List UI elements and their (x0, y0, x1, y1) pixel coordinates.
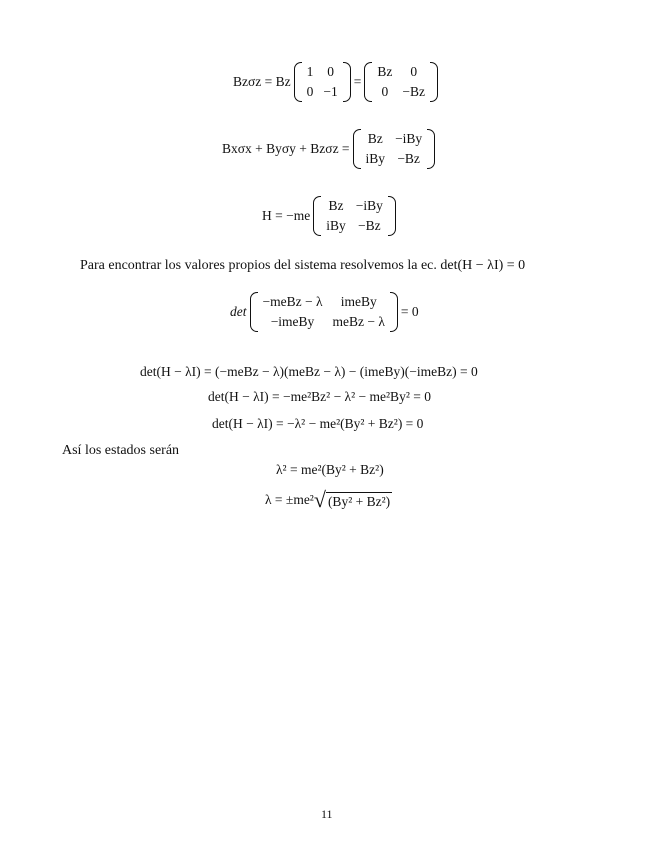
cell: Bz (377, 64, 393, 79)
page-number: 11 (321, 807, 333, 821)
cell: 0 (306, 84, 314, 99)
cell: meBz − λ (332, 314, 385, 329)
sqrt: √ (By² + Bz²) (313, 487, 391, 512)
equation-3 (262, 196, 399, 236)
equation-1 (233, 62, 441, 102)
eq2-lhs: Bxσx + Byσy + Bzσz = (222, 141, 350, 156)
eq4-rhs: = 0 (400, 304, 419, 319)
cell: imeBy (340, 294, 377, 309)
eq2-matrix (353, 129, 436, 169)
equation-2 (222, 129, 438, 169)
cell: 1 (306, 64, 314, 79)
equation-7: det(H − λI) = −λ² − me²(By² + Bz²) = 0 (212, 416, 424, 431)
cell: −Bz (397, 151, 420, 166)
eq4-matrix (250, 292, 398, 332)
cell: −Bz (402, 84, 426, 99)
cell: Bz (328, 198, 344, 213)
eq1-matrix-a (294, 62, 351, 102)
cell: −imeBy (270, 314, 315, 329)
paragraph-states: Así los estados serán (62, 443, 180, 458)
equation-4 (230, 292, 419, 332)
equation-9 (265, 487, 392, 512)
cell: 0 (410, 64, 418, 79)
cell: Bz (367, 131, 383, 146)
eq4-lhs: det (230, 304, 247, 319)
eq9-lhs: λ = ±me² (265, 492, 314, 507)
equation-8: λ² = me²(By² + Bz²) (276, 462, 384, 477)
cell: iBy (326, 218, 346, 233)
cell: −iBy (355, 198, 383, 213)
equation-6: det(H − λI) = −me²Bz² − λ² − me²By² = 0 (208, 389, 431, 404)
cell: iBy (365, 151, 386, 166)
eq1-matrix-b (364, 62, 438, 102)
equation-5: det(H − λI) = (−meBz − λ)(meBz − λ) − (imeBy)(−imeBz) = 0 (140, 364, 478, 379)
cell: −1 (323, 84, 338, 99)
paragraph-eigenvalues: Para encontrar los valores propios del sistema resolvemos la ec. det(H − λI) = 0 (80, 258, 526, 273)
eq1-lhs: Bzσz = Bz (233, 74, 291, 89)
cell: −Bz (358, 218, 381, 233)
cell: 0 (381, 84, 389, 99)
eq9-radicand: (By² + Bz²) (327, 494, 391, 509)
cell: 0 (327, 64, 334, 79)
eq1-equals: = (353, 74, 362, 89)
cell: −meBz − λ (262, 294, 323, 309)
cell: −iBy (395, 131, 423, 146)
eq3-matrix (313, 196, 396, 236)
eq3-lhs: H = −me (262, 208, 311, 223)
